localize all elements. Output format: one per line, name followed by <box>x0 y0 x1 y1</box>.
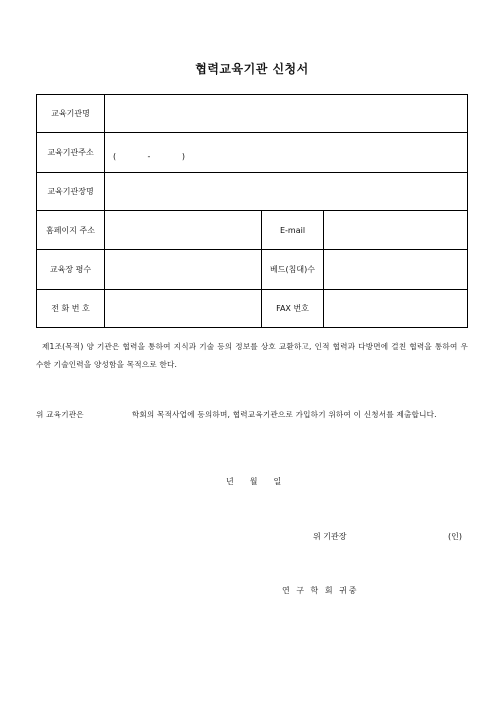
head-name-field[interactable] <box>105 172 468 210</box>
date-line <box>226 476 281 487</box>
date-year: 년 <box>226 477 234 486</box>
homepage-field[interactable] <box>105 210 262 249</box>
row-area-beds <box>37 250 468 289</box>
address-field[interactable] <box>105 133 468 172</box>
seal-mark: (인) <box>448 532 462 541</box>
article-1-text: 제1조(목적) 양 기관은 협력을 통하여 지식과 기술 등의 정보를 상호 교환하고, 인적 협력과 다방면에 걸친 협력을 통하여 우수한 기술인력을 양성함을 목적으로 한다. <box>36 342 468 369</box>
address-label: 교육기관주소 <box>37 133 105 172</box>
area-field[interactable] <box>105 250 262 289</box>
date-month: 월 <box>249 477 258 486</box>
email-field[interactable] <box>324 210 468 249</box>
row-homepage-email <box>37 210 468 249</box>
institution-name-label: 교육기관명 <box>37 95 105 133</box>
row-phone-fax <box>37 289 468 327</box>
beds-field[interactable] <box>324 250 468 289</box>
application-form-table <box>36 94 468 328</box>
email-label: E-mail <box>262 210 324 249</box>
row-head-name <box>37 172 468 210</box>
row-institution-name <box>37 95 468 133</box>
area-label: 교육장 평수 <box>37 250 105 289</box>
signature-label: 위 기관장 <box>313 532 347 541</box>
phone-label: 전 화 번 호 <box>37 289 105 327</box>
date-day: 일 <box>273 477 282 486</box>
head-name-label: 교육기관장명 <box>37 172 105 210</box>
addressee: 연 구 학 회 귀중 <box>282 586 359 595</box>
postal-code-brackets: ( - ) <box>113 151 185 161</box>
phone-field[interactable] <box>105 289 262 327</box>
statement-text: 위 교육기관은 학회의 목적사업에 동의하며, 협력교육기관으로 가입하기 위하여 이 신청서를 제출합니다. <box>36 410 437 419</box>
row-address <box>37 133 468 172</box>
homepage-label: 홈페이지 주소 <box>37 210 105 249</box>
fax-field[interactable] <box>324 289 468 327</box>
page-title: 협력교육기관 신청서 <box>195 62 309 76</box>
institution-name-field[interactable] <box>105 95 468 133</box>
fax-label: FAX 번호 <box>262 289 324 327</box>
beds-label: 베드(침대)수 <box>262 250 324 289</box>
